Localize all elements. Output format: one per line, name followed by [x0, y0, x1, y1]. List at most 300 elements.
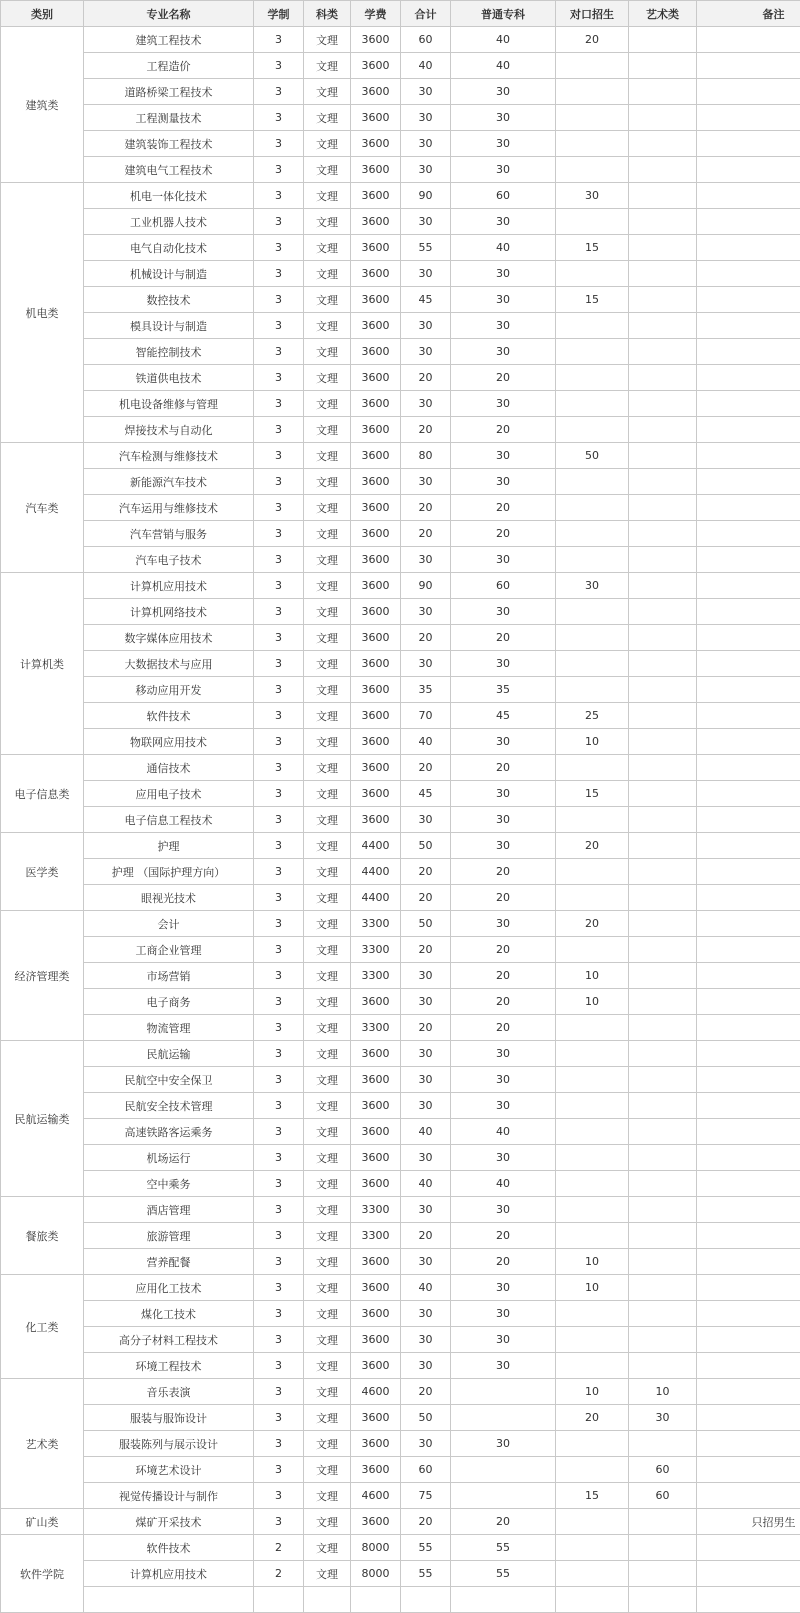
regular-cell: 60 — [451, 573, 556, 599]
art-cell — [629, 547, 697, 573]
table-row — [1, 1171, 800, 1197]
major-name-cell: 工程造价 — [84, 53, 254, 79]
tuition-cell: 3300 — [351, 1015, 401, 1041]
counterpart-cell — [556, 1223, 629, 1249]
total-cell: 30 — [401, 209, 451, 235]
total-cell: 30 — [401, 651, 451, 677]
counterpart-cell — [556, 885, 629, 911]
subject-cell: 文理 — [304, 1431, 351, 1457]
total-cell: 30 — [401, 599, 451, 625]
tuition-cell: 3600 — [351, 443, 401, 469]
table-row — [1, 1535, 800, 1561]
tuition-cell: 3300 — [351, 1223, 401, 1249]
regular-cell: 30 — [451, 79, 556, 105]
art-cell: 60 — [629, 1457, 697, 1483]
total-cell: 60 — [401, 27, 451, 53]
counterpart-cell — [556, 651, 629, 677]
duration-cell: 3 — [254, 183, 304, 209]
duration-cell: 3 — [254, 469, 304, 495]
regular-cell: 20 — [451, 963, 556, 989]
duration-cell: 3 — [254, 1457, 304, 1483]
art-cell — [629, 183, 697, 209]
counterpart-cell — [556, 365, 629, 391]
major-name-cell: 市场营销 — [84, 963, 254, 989]
regular-cell: 30 — [451, 911, 556, 937]
art-cell — [629, 1301, 697, 1327]
art-cell — [629, 1431, 697, 1457]
remarks-cell — [697, 963, 800, 989]
table-row — [1, 1197, 800, 1223]
major-name-cell: 计算机应用技术 — [84, 573, 254, 599]
remarks-cell — [697, 547, 800, 573]
table-row — [1, 287, 800, 313]
remarks-cell — [697, 1353, 800, 1379]
tuition-cell: 8000 — [351, 1535, 401, 1561]
subject-cell: 文理 — [304, 677, 351, 703]
major-name-cell: 电子信息工程技术 — [84, 807, 254, 833]
table-row — [1, 183, 800, 209]
art-cell — [629, 209, 697, 235]
art-cell — [629, 235, 697, 261]
duration-cell: 3 — [254, 625, 304, 651]
duration-cell: 3 — [254, 105, 304, 131]
art-cell — [629, 833, 697, 859]
art-cell — [629, 573, 697, 599]
subject-cell: 文理 — [304, 1353, 351, 1379]
regular-cell: 30 — [451, 131, 556, 157]
tuition-cell: 3600 — [351, 1405, 401, 1431]
remarks-cell — [697, 1587, 800, 1613]
category-cell: 电子信息类 — [1, 755, 84, 833]
art-cell — [629, 1197, 697, 1223]
total-cell: 30 — [401, 339, 451, 365]
subject-cell: 文理 — [304, 807, 351, 833]
remarks-cell — [697, 781, 800, 807]
tuition-cell: 3600 — [351, 599, 401, 625]
duration-cell: 3 — [254, 235, 304, 261]
total-cell: 40 — [401, 729, 451, 755]
tuition-cell: 3600 — [351, 573, 401, 599]
regular-cell: 30 — [451, 1353, 556, 1379]
art-cell — [629, 261, 697, 287]
tuition-cell: 3300 — [351, 963, 401, 989]
art-cell — [629, 937, 697, 963]
duration-cell: 3 — [254, 1223, 304, 1249]
tuition-cell: 3600 — [351, 547, 401, 573]
tuition-cell: 3600 — [351, 131, 401, 157]
table-row — [1, 885, 800, 911]
total-cell: 20 — [401, 1223, 451, 1249]
duration-cell: 3 — [254, 1171, 304, 1197]
subject-cell: 文理 — [304, 963, 351, 989]
subject-cell: 文理 — [304, 1093, 351, 1119]
major-name-cell: 工业机器人技术 — [84, 209, 254, 235]
major-name-cell: 计算机应用技术 — [84, 1561, 254, 1587]
total-cell: 45 — [401, 287, 451, 313]
counterpart-cell: 20 — [556, 911, 629, 937]
remarks-cell — [697, 1561, 800, 1587]
table-body — [1, 27, 800, 1613]
total-cell: 30 — [401, 1327, 451, 1353]
subject-cell: 文理 — [304, 599, 351, 625]
tuition-cell: 3600 — [351, 313, 401, 339]
regular-cell: 20 — [451, 521, 556, 547]
art-cell — [629, 131, 697, 157]
major-name-cell: 模具设计与制造 — [84, 313, 254, 339]
duration-cell: 3 — [254, 521, 304, 547]
regular-cell: 20 — [451, 989, 556, 1015]
tuition-cell: 3600 — [351, 1119, 401, 1145]
remarks-cell — [697, 651, 800, 677]
total-cell: 20 — [401, 365, 451, 391]
remarks-cell — [697, 105, 800, 131]
table-row — [1, 1041, 800, 1067]
counterpart-cell — [556, 157, 629, 183]
header-row — [1, 1, 800, 27]
tuition-cell: 3600 — [351, 807, 401, 833]
major-name-cell: 软件技术 — [84, 703, 254, 729]
counterpart-cell: 10 — [556, 729, 629, 755]
remarks-cell — [697, 235, 800, 261]
counterpart-cell — [556, 339, 629, 365]
remarks-cell — [697, 599, 800, 625]
duration-cell: 3 — [254, 53, 304, 79]
table-row — [1, 651, 800, 677]
regular-cell: 30 — [451, 209, 556, 235]
total-cell: 30 — [401, 1145, 451, 1171]
art-cell — [629, 859, 697, 885]
counterpart-cell — [556, 1041, 629, 1067]
duration-cell: 3 — [254, 885, 304, 911]
total-cell: 30 — [401, 547, 451, 573]
art-cell — [629, 27, 697, 53]
art-cell — [629, 781, 697, 807]
regular-cell: 20 — [451, 1015, 556, 1041]
table-row — [1, 547, 800, 573]
major-name-cell: 高分子材料工程技术 — [84, 1327, 254, 1353]
remarks-cell — [697, 27, 800, 53]
art-cell — [629, 1015, 697, 1041]
regular-cell: 30 — [451, 833, 556, 859]
regular-cell: 20 — [451, 937, 556, 963]
counterpart-cell — [556, 625, 629, 651]
counterpart-cell: 30 — [556, 573, 629, 599]
total-cell — [401, 1587, 451, 1613]
duration-cell: 3 — [254, 911, 304, 937]
art-cell — [629, 1171, 697, 1197]
regular-cell: 40 — [451, 1119, 556, 1145]
regular-cell: 30 — [451, 1431, 556, 1457]
total-cell: 20 — [401, 885, 451, 911]
total-cell: 30 — [401, 1431, 451, 1457]
duration-cell: 3 — [254, 703, 304, 729]
counterpart-cell — [556, 1119, 629, 1145]
total-cell: 50 — [401, 911, 451, 937]
tuition-cell: 3300 — [351, 1197, 401, 1223]
major-name-cell: 电子商务 — [84, 989, 254, 1015]
subject-cell: 文理 — [304, 573, 351, 599]
header-category: 类别 — [1, 1, 84, 27]
art-cell — [629, 1119, 697, 1145]
remarks-cell — [697, 573, 800, 599]
major-name-cell: 汽车运用与维修技术 — [84, 495, 254, 521]
regular-cell: 20 — [451, 885, 556, 911]
regular-cell — [451, 1379, 556, 1405]
subject-cell: 文理 — [304, 209, 351, 235]
total-cell: 20 — [401, 1379, 451, 1405]
tuition-cell: 3600 — [351, 1171, 401, 1197]
total-cell: 55 — [401, 235, 451, 261]
header-remarks: 备注 — [697, 1, 800, 27]
subject-cell: 文理 — [304, 859, 351, 885]
counterpart-cell — [556, 495, 629, 521]
regular-cell: 30 — [451, 391, 556, 417]
counterpart-cell — [556, 391, 629, 417]
total-cell: 30 — [401, 157, 451, 183]
art-cell: 10 — [629, 1379, 697, 1405]
table-row — [1, 625, 800, 651]
subject-cell — [304, 1587, 351, 1613]
art-cell — [629, 1223, 697, 1249]
remarks-cell — [697, 833, 800, 859]
table-row — [1, 1275, 800, 1301]
art-cell — [629, 443, 697, 469]
table-row — [1, 391, 800, 417]
counterpart-cell: 10 — [556, 989, 629, 1015]
subject-cell: 文理 — [304, 469, 351, 495]
art-cell — [629, 625, 697, 651]
counterpart-cell: 20 — [556, 1405, 629, 1431]
total-cell: 20 — [401, 417, 451, 443]
header-regular: 普通专科 — [451, 1, 556, 27]
duration-cell: 3 — [254, 79, 304, 105]
art-cell — [629, 469, 697, 495]
subject-cell: 文理 — [304, 1223, 351, 1249]
major-name-cell: 软件技术 — [84, 1535, 254, 1561]
remarks-cell — [697, 625, 800, 651]
art-cell — [629, 599, 697, 625]
counterpart-cell: 20 — [556, 833, 629, 859]
remarks-cell — [697, 677, 800, 703]
regular-cell — [451, 1587, 556, 1613]
total-cell: 55 — [401, 1561, 451, 1587]
subject-cell: 文理 — [304, 1067, 351, 1093]
major-name-cell: 大数据技术与应用 — [84, 651, 254, 677]
tuition-cell: 3600 — [351, 989, 401, 1015]
counterpart-cell — [556, 599, 629, 625]
duration-cell: 3 — [254, 495, 304, 521]
art-cell — [629, 1145, 697, 1171]
tuition-cell: 3600 — [351, 495, 401, 521]
tuition-cell: 3600 — [351, 1067, 401, 1093]
art-cell — [629, 79, 697, 105]
counterpart-cell — [556, 469, 629, 495]
subject-cell: 文理 — [304, 833, 351, 859]
remarks-cell — [697, 521, 800, 547]
table-row — [1, 833, 800, 859]
subject-cell: 文理 — [304, 1145, 351, 1171]
counterpart-cell — [556, 313, 629, 339]
tuition-cell: 3600 — [351, 287, 401, 313]
art-cell — [629, 1327, 697, 1353]
major-name-cell: 空中乘务 — [84, 1171, 254, 1197]
remarks-cell — [697, 989, 800, 1015]
table-row — [1, 1093, 800, 1119]
major-name-cell: 数控技术 — [84, 287, 254, 313]
duration-cell: 3 — [254, 1015, 304, 1041]
art-cell — [629, 495, 697, 521]
duration-cell: 3 — [254, 1275, 304, 1301]
remarks-cell — [697, 1457, 800, 1483]
remarks-cell — [697, 885, 800, 911]
total-cell: 40 — [401, 1119, 451, 1145]
regular-cell: 55 — [451, 1535, 556, 1561]
art-cell — [629, 417, 697, 443]
subject-cell: 文理 — [304, 1535, 351, 1561]
remarks-cell — [697, 287, 800, 313]
table-row — [1, 1379, 800, 1405]
art-cell — [629, 703, 697, 729]
art-cell — [629, 1093, 697, 1119]
regular-cell: 20 — [451, 365, 556, 391]
duration-cell: 3 — [254, 1405, 304, 1431]
subject-cell: 文理 — [304, 53, 351, 79]
table-row — [1, 677, 800, 703]
tuition-cell: 3600 — [351, 521, 401, 547]
major-name-cell: 旅游管理 — [84, 1223, 254, 1249]
category-cell: 机电类 — [1, 183, 84, 443]
regular-cell: 55 — [451, 1561, 556, 1587]
tuition-cell: 4600 — [351, 1379, 401, 1405]
counterpart-cell: 15 — [556, 781, 629, 807]
table-row — [1, 131, 800, 157]
subject-cell: 文理 — [304, 417, 351, 443]
remarks-cell — [697, 261, 800, 287]
counterpart-cell — [556, 1431, 629, 1457]
major-name-cell: 汽车检测与维修技术 — [84, 443, 254, 469]
total-cell: 70 — [401, 703, 451, 729]
tuition-cell: 3600 — [351, 417, 401, 443]
duration-cell: 3 — [254, 1431, 304, 1457]
remarks-cell — [697, 469, 800, 495]
tuition-cell: 4400 — [351, 859, 401, 885]
art-cell — [629, 105, 697, 131]
total-cell: 30 — [401, 1093, 451, 1119]
header-art: 艺术类 — [629, 1, 697, 27]
subject-cell: 文理 — [304, 1561, 351, 1587]
art-cell — [629, 807, 697, 833]
subject-cell: 文理 — [304, 1457, 351, 1483]
counterpart-cell — [556, 1327, 629, 1353]
tuition-cell: 3300 — [351, 911, 401, 937]
major-name-cell: 环境艺术设计 — [84, 1457, 254, 1483]
tuition-cell: 3600 — [351, 183, 401, 209]
remarks-cell — [697, 443, 800, 469]
counterpart-cell: 30 — [556, 183, 629, 209]
major-name-cell: 机电一体化技术 — [84, 183, 254, 209]
tuition-cell: 3600 — [351, 27, 401, 53]
table-row — [1, 209, 800, 235]
counterpart-cell — [556, 1171, 629, 1197]
remarks-cell — [697, 755, 800, 781]
table-row — [1, 1509, 800, 1535]
major-name-cell: 道路桥梁工程技术 — [84, 79, 254, 105]
total-cell: 30 — [401, 963, 451, 989]
duration-cell: 3 — [254, 287, 304, 313]
regular-cell: 30 — [451, 1197, 556, 1223]
regular-cell: 30 — [451, 1093, 556, 1119]
regular-cell: 30 — [451, 105, 556, 131]
counterpart-cell: 15 — [556, 287, 629, 313]
table-row — [1, 1431, 800, 1457]
table-row — [1, 339, 800, 365]
total-cell: 20 — [401, 625, 451, 651]
category-cell: 经济管理类 — [1, 911, 84, 1041]
major-name-cell: 民航空中安全保卫 — [84, 1067, 254, 1093]
duration-cell: 2 — [254, 1561, 304, 1587]
remarks-cell — [697, 313, 800, 339]
counterpart-cell — [556, 417, 629, 443]
table-row — [1, 417, 800, 443]
remarks-cell — [697, 1431, 800, 1457]
duration-cell: 3 — [254, 131, 304, 157]
regular-cell: 45 — [451, 703, 556, 729]
table-row — [1, 521, 800, 547]
total-cell: 30 — [401, 261, 451, 287]
tuition-cell: 3600 — [351, 1431, 401, 1457]
tuition-cell: 3600 — [351, 677, 401, 703]
table-row — [1, 1561, 800, 1587]
duration-cell: 3 — [254, 1483, 304, 1509]
remarks-cell — [697, 1405, 800, 1431]
tuition-cell: 3600 — [351, 729, 401, 755]
total-cell: 30 — [401, 1041, 451, 1067]
tuition-cell: 3600 — [351, 651, 401, 677]
table-row — [1, 495, 800, 521]
art-cell — [629, 1561, 697, 1587]
table-row — [1, 1301, 800, 1327]
counterpart-cell: 50 — [556, 443, 629, 469]
tuition-cell: 3600 — [351, 261, 401, 287]
duration-cell: 3 — [254, 781, 304, 807]
remarks-cell — [697, 1067, 800, 1093]
duration-cell: 3 — [254, 365, 304, 391]
table-row — [1, 1405, 800, 1431]
art-cell — [629, 1353, 697, 1379]
table-row — [1, 1145, 800, 1171]
header-subject: 科类 — [304, 1, 351, 27]
tuition-cell: 3300 — [351, 937, 401, 963]
header-counterpart: 对口招生 — [556, 1, 629, 27]
major-name-cell — [84, 1587, 254, 1613]
category-cell: 餐旅类 — [1, 1197, 84, 1275]
duration-cell: 3 — [254, 313, 304, 339]
remarks-cell — [697, 1379, 800, 1405]
category-cell: 民航运输类 — [1, 1041, 84, 1197]
category-cell: 计算机类 — [1, 573, 84, 755]
major-name-cell: 铁道供电技术 — [84, 365, 254, 391]
table-row — [1, 859, 800, 885]
duration-cell: 3 — [254, 1327, 304, 1353]
regular-cell: 30 — [451, 1327, 556, 1353]
major-name-cell: 民航安全技术管理 — [84, 1093, 254, 1119]
remarks-cell — [697, 79, 800, 105]
subject-cell: 文理 — [304, 755, 351, 781]
duration-cell: 3 — [254, 755, 304, 781]
counterpart-cell: 10 — [556, 1249, 629, 1275]
regular-cell: 30 — [451, 599, 556, 625]
counterpart-cell — [556, 547, 629, 573]
